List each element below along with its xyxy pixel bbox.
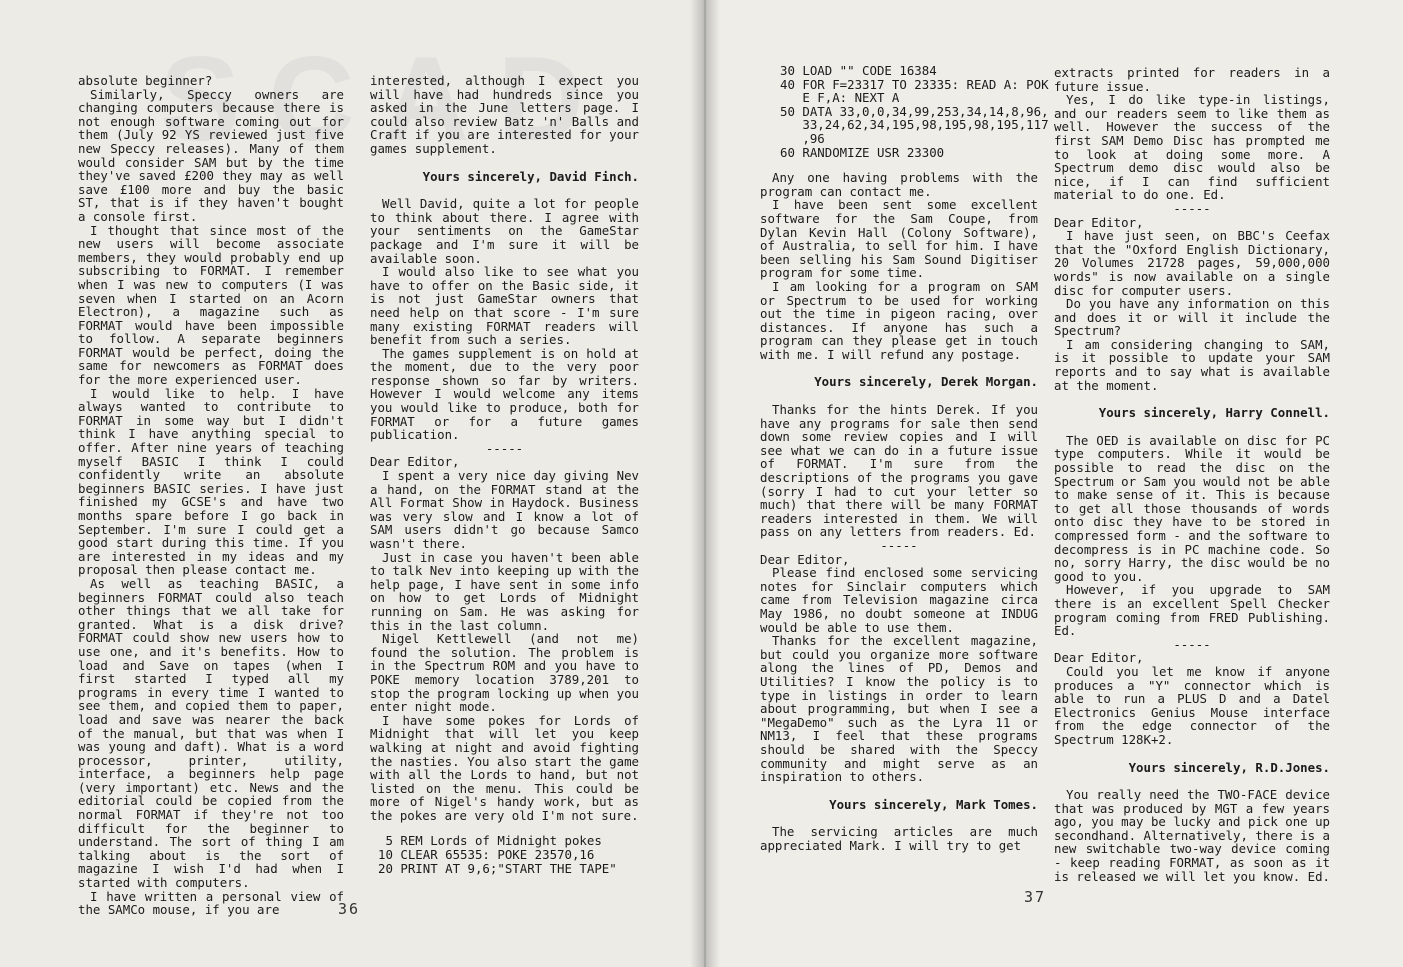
editor-reply-start [760,825,1038,852]
paragraph: I have written a personal view of the SAMCo mouse, if you are [78,888,344,918]
signature: Yours sincerely, R.D.Jones. [1128,759,1330,775]
paragraph: The games supplement is on hold at the moment, due to the very poor response shown so far by writers. However I would welcome any items you would like to produce, both for FORMAT or for a future games publication. [370,345,639,443]
paragraph: However, if you upgrade to SAM there is an excellent Spell Checker program coming from FRED Publishing. Ed. [1054,582,1330,639]
paragraph: Do you have any information on this and does it or will it include the Spectrum? [1054,296,1330,339]
paragraph: I spent a very nice day giving Nev a hand, on the FORMAT stand at the All Format Show in Haydock. Business was very slow and I know a lot of SAM users didn't go because Samco wasn't there. [370,468,639,551]
paragraph: Just in case you haven't been able to talk Nev into keeping up with the help page, I have sent in some info on how to get Lords of Midnight running on Sam. He was asking for this in the last column. [370,549,639,633]
separator: ----- [485,440,524,456]
paragraph: absolute beginner? [78,73,213,88]
column-2 [370,74,639,875]
page-number: 36 [338,900,361,918]
right-page [704,0,1403,967]
separator: ----- [1173,636,1211,652]
letter-derek-morgan [370,455,639,822]
code-listing: 5 REM Lords of Midnight pokes 10 CLEAR 65535: POKE 23570,16 20 PRINT AT 9,6;"START THE TAPE" [378,833,617,876]
editor-reply [1054,788,1330,883]
column-3 [760,63,1049,853]
separator: ----- [880,538,918,553]
paragraph: I have some pokes for Lords of Midnight that will let you keep walking at night and avoid fighting the nasties. You also start the game with all the Lords to hand, but not listed on the menu. This could be more of Nigel's handy work, but as the pokes are very old I'm not sure. [370,712,639,823]
paragraph: You really need the TWO-FACE device that was produced by MGT a few years ago, you may be lucky and pick one up secondhand. Alternatively, there is a new switchable two-way device coming - keep reading FORMAT, as soon as it is released we will let you know. Ed. [1054,787,1331,884]
letter-mark-tomes [760,553,1038,784]
paragraph: I am looking for a program on SAM or Spectrum to be used for working out the time in pigeon racing, over distances. If anyone has such a program can they please get in touch with me. I will refund any postage. [760,278,1038,362]
letter-derek-morgan-cont [760,171,1038,361]
paragraph: Any one having problems with the program can contact me. [760,170,1038,199]
paragraph: Thanks for the excellent magazine, but could you organize more software along the lines of PD, Demos and Utilities? I know the policy is to type in listings in order to learn about programming, but when I see a "MegaDemo" such as the Lyra 11 or NM13, I feel that these programs should be shared with the Speccy community and might serve as an inspiration to others. [760,633,1038,785]
book-gutter [690,0,720,967]
paragraph: I am considering changing to SAM, is it possible to update your SAM reports and to say what is available at the moment. [1054,336,1330,393]
paragraph: Nigel Kettlewell (and not me) found the solution. The problem is in the Spectrum ROM and you have to POKE memory location 3789,201 to stop the program locking up when you enter night mode. [370,631,639,715]
editor-reply [370,197,639,442]
signature: Yours sincerely, David Finch. [422,168,639,184]
paragraph: The servicing articles are much appreciated Mark. I will try to get [760,824,1038,853]
paragraph: extracts printed for readers in a future issue. [1054,65,1330,94]
paragraph: I have been sent some excellent software for the Sam Coupe, from Dylan Kevin Hall (Colony Software), of Australia, to sell for him. I have been selling his Sam Sound Digitiser program for some time. [760,197,1038,281]
paragraph: The OED is available on disc for PC type computers. While it would be possible to read the disc on the Spectrum or Sam you would not be able to make sense of it. This is because to get all those thousands of words onto disc they have to be stored in compressed form - and the software to decompress is in PC machine code. So no, sorry Harry, the disc would be no good to you. [1054,432,1331,584]
letter-rd-jones [1054,651,1330,746]
paragraph: Similarly, Speccy owners are changing computers because there is not enough software coming out for them (July 92 YS reviewed just five new Speccy releases). Many of them would consider SAM but by the time they've saved £200 they may as well save £100 more and buy the basic ST, that is if they haven't bought a console first. [78,86,344,224]
paragraph: I thought that since most of the new users will become associate members, they would probably end up subscribing to FORMAT. I remember when I was new to computers (I was seven when I started on an Acorn Electron), a magazine such as FORMAT would have been impossible to follow. A separate beginners FORMAT would be perfect, doing the same for newcomers as FORMAT does for the more experienced user. [78,222,344,388]
column-1 [78,74,344,917]
paragraph: Dear Editor, [1054,650,1144,666]
signature: Yours sincerely, Mark Tomes. [829,796,1038,812]
letter-david-finch-part1 [78,74,344,917]
column-4 [1054,66,1330,883]
paragraph: I would like to help. I have always wanted to contribute to FORMAT in some way but I didn't think I have anything special to offer. After nine years of teaching myself BASIC I think I could confidently write an absolute beginners BASIC series. I have just finished my GCSE's and have two months spare before I go back in September. I'm sure I could get a good start during this time. If you are interested in my ideas and my proposal then please contact me. [78,385,344,578]
paragraph: Dear Editor, [370,454,460,470]
letter-harry-connell [1054,216,1330,393]
paragraph: Please find enclosed some servicing notes for Sinclair computers which came from Television magazine circa May 1986, no doubt someone at INDUG would be able to use them. [760,565,1038,635]
separator: ----- [1173,200,1211,216]
signature: Yours sincerely, Derek Morgan. [814,374,1038,390]
paragraph: Could you let me know if anyone produces a "Y" connector which is able to run a PLUS D and a Datel Electronics Genius Mouse interface from the edge connector of the Spectrum 128K+2. [1054,663,1330,747]
paragraph: I have just seen, on BBC's Ceefax that the "Oxford English Dictionary, 20 Volumes 21728 pages, 59,000,000 words" is now available on a single disc for computer users. [1054,228,1330,298]
editor-reply-cont [1054,66,1330,202]
code-listing: 30 LOAD "" CODE 16384 40 FOR F=23317 TO 23335: READ A: POK E F,A: NEXT A 50 DATA 33,0,0,34,99,253,34,14,8,96, 33,24,62,34,195,98,195,98,195,117 ,96 60 RANDOMIZE USR 23300 [780,63,1049,160]
paragraph: As well as teaching BASIC, a beginners FORMAT could also teach other things that we all take for granted. What is a disk drive? FORMAT could show new users how to use one, and it's benefits. How to load and Save on tapes (when I first started I typed all my programs in every time I wanted to see them, and copied them to paper, load and save was nearer the back of the manual, but that was when I was young and daft). What is a word processor, printer, utility, interface, a beginners help page (very important) etc. News and the editorial could be copied from the normal FORMAT if they're not too difficult for the beginner to understand. The sort of thing I am talking about is the sort of magazine I wish I'd had when I started with computers. [78,575,344,891]
editor-reply [760,403,1038,539]
paragraph: Well David, quite a lot for people to think about there. I agree with your sentiments on the GameStar package and I'm sure it will be available soon. [370,196,639,266]
paragraph: Thanks for the hints Derek. If you have any programs for sale then send down some review copies and I will see what we can do in a future issue of FORMAT. I'm sure from the descriptions of the programs you gave (sorry I had to cut your letter so much) that there will be many FORMAT readers interested in them. We will pass on any letters from readers. Ed. [760,402,1038,540]
paragraph: Dear Editor, [760,551,850,567]
page-number: 37 [1024,888,1047,906]
editor-reply [1054,434,1330,638]
paragraph: Dear Editor, [1054,214,1144,230]
paragraph: interested, although I expect you will have had hundreds since you asked in the June letters page. I could also review Batz 'n' Balls and Craft if you are interested for your games supplement. [370,73,639,156]
signature: Yours sincerely, Harry Connell. [1098,405,1330,421]
letter-david-finch-part2 [370,74,639,156]
paragraph: I would also like to see what you have to offer on the Basic side, it is not just GameStar owners that need help on that score - I'm sure many existing FORMAT readers will benefit from such a series. [370,264,639,348]
paragraph: Yes, I do like type-in listings, and our readers seem to like them as well. However the success of the first SAM Demo Disc has prompted me to look at doing some more. A Spectrum demo disc would also be nice, if I can find sufficient material to do one. Ed. [1054,92,1330,203]
